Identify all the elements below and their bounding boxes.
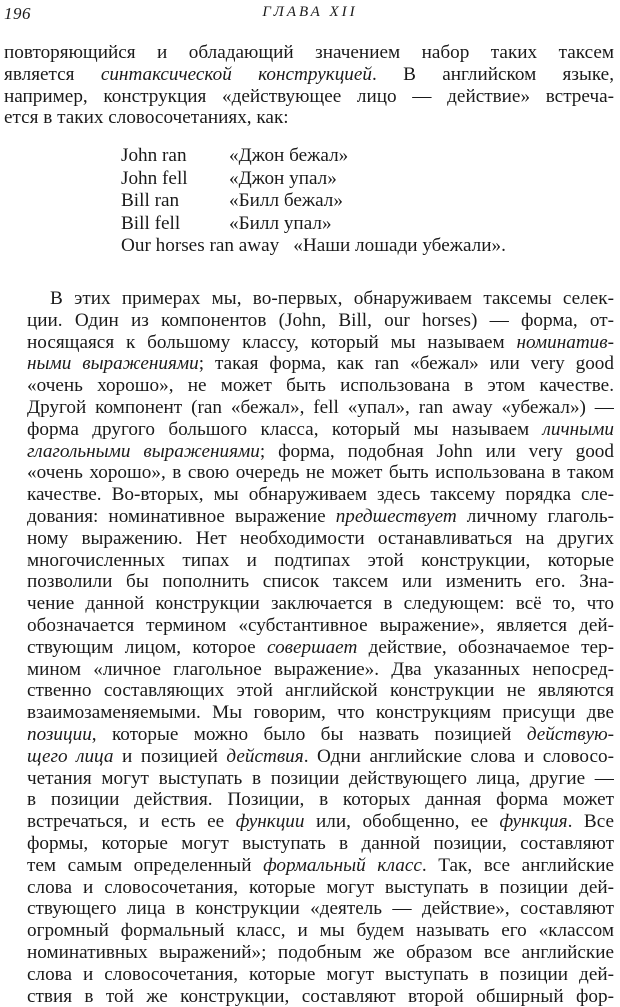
text-line: формы, которые могут выступать в данной позиции, составляют [4,833,614,855]
text-line: Другой компонент (ran «бежал», fell «упал», ran away «убежал») — [4,397,614,419]
emphasis: позиции [27,724,92,745]
text-line: является синтаксической конструкцией. В английском языке, [4,64,614,86]
paragraph-1 [4,42,614,130]
example-russian: «Джон бежал» [229,145,348,168]
text-line: качестве. Во-вторых, мы обнаруживаем здесь таксему порядка сле- [4,484,614,506]
text-line: ется в таких словосочетаниях, как: [4,107,614,129]
text-line: дования: номинативное выражение предшествует личному глаголь- [4,506,614,528]
text-line: многочисленных типах и подтипах этой конструкции, которые [4,550,614,572]
text-line: щего лица и позицией действия. Одни английские слова и словосо- [4,746,614,768]
emphasis: номинатив- [516,332,614,353]
running-head: ГЛАВА XII [4,4,616,21]
example-row [121,213,591,236]
emphasis: предшествует [336,506,457,527]
text-line: глагольными выражениями; форма, подобная John или very good [4,441,614,463]
text-line: ными выражениями; такая форма, как ran «бежал» или very good [4,353,614,375]
text-line: огромный формальный класс, и мы будем называть его «классом [4,920,614,942]
text-line: чение данной конструкции заключается в следующем: всё то, что [4,593,614,615]
example-russian: «Джон упал» [229,168,337,191]
emphasis: ными выражениями [27,353,199,374]
page-number: 196 [4,4,31,24]
example-english: John fell [121,168,229,191]
page-header [4,4,616,28]
text-line: номинативных выражений»; подобным же образом все английские [4,942,614,964]
text-line: слова и словосочетания, которые могут выступать в позиции дей- [4,877,614,899]
text-line: встречаться, и есть ее функции или, обобщенно, ее функция. Все [4,811,614,833]
emphasis: действую- [527,724,614,745]
text-line: носящаяся к большому классу, который мы называем номинатив- [4,332,614,354]
text-line: ции. Один из компонентов (John, Bill, our horses) — форма, от- [4,310,614,332]
emphasis: глагольными выражениями [27,441,260,462]
text-line: ственно составляющих этой английской конструкции не являются [4,680,614,702]
text-line: позволили бы пополнить список таксем или изменить его. Зна- [4,571,614,593]
text-line: тем самым определенный формальный класс. Так, все английские [4,855,614,877]
emphasis: личными [543,419,614,440]
text-line: например, конструкция «действующее лицо — действие» встреча- [4,86,614,108]
text-line: форма другого большого класса, который мы называем личными [4,419,614,441]
text-line: В этих примерах мы, во-первых, обнаруживаем таксемы селек- [4,288,614,310]
example-english: Bill ran [121,190,229,213]
text-line: мином «личное глагольное выражение». Два указанных непосред- [4,659,614,681]
emphasis: функции [236,811,305,832]
emphasis: щего лица [27,746,113,767]
example-russian: «Билл упал» [229,213,332,236]
text-line: ствующего лица в конструкции «деятель — действие», составляют [4,898,614,920]
example-russian: «Билл бежал» [229,190,343,213]
text-line: «очень хорошо», не может быть использована в этом качестве. [4,375,614,397]
paragraph-2 [4,288,614,968]
example-english: Bill fell [121,213,229,236]
text-line: позиции, которые можно было бы назвать позицией действую- [4,724,614,746]
emphasis: действия [226,746,303,767]
example-row [121,168,591,191]
example-english: Our horses ran away [121,235,279,258]
example-english: John ran [121,145,229,168]
example-row [121,145,591,168]
text-line: ствующим лицом, которое совершает действие, обозначаемое тер- [4,637,614,659]
text-line: в позиции действия. Позиции, в которых данная форма может [4,789,614,811]
text-line: повторяющийся и обладающий значением набор таких таксем [4,42,614,64]
emphasis: формальный класс [263,855,422,876]
emphasis: синтаксической конструкцией [101,64,372,85]
text-line: ствия в той же конструкции, составляют второй обширный фор- [4,986,614,1007]
text-line: четания могут выступать в позиции действующего лица, другие — [4,768,614,790]
text-line: обозначается термином «субстантивное выражение», является дей- [4,615,614,637]
text-line: «очень хорошо», в свою очередь не может быть использована в таком [4,462,614,484]
text-line: слова и словосочетания, которые могут выступать в позиции дей- [4,964,614,986]
text-line: ному выражению. Нет необходимости останавливаться на других [4,528,614,550]
example-russian: «Наши лошади убежали». [293,235,506,258]
example-row [121,235,591,258]
emphasis: функция [499,811,567,832]
text-line: взаимозаменяемыми. Мы говорим, что конструкциям присущи две [4,702,614,724]
emphasis: совершает [267,637,357,658]
example-list [121,145,591,258]
example-row [121,190,591,213]
